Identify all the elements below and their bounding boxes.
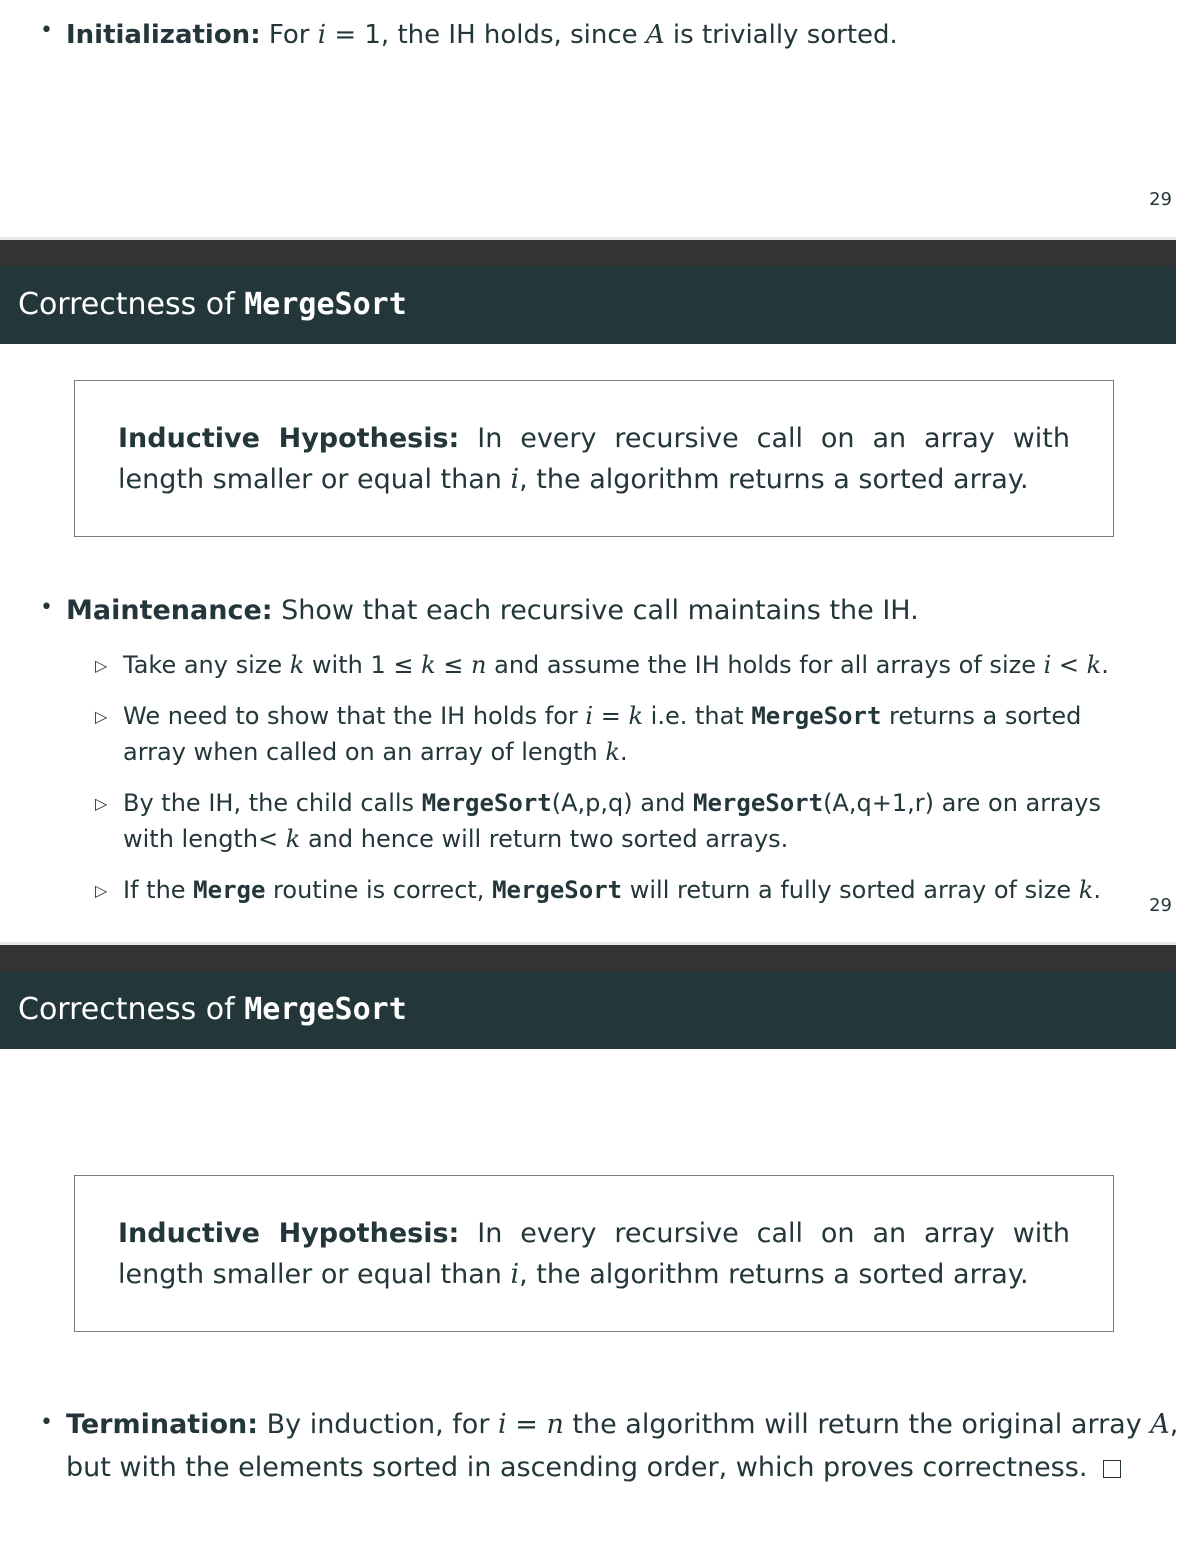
text-fragment: . bbox=[619, 738, 628, 766]
text-fragment: In every recursive call on an array with length smaller or equal than bbox=[118, 423, 1070, 495]
frame-title bbox=[18, 971, 407, 1049]
text-fragment: and hence will return two sorted arrays. bbox=[300, 825, 789, 853]
math-var: A bbox=[645, 20, 665, 50]
code-merge: Merge bbox=[193, 876, 266, 904]
triangle-bullet-icon: ▷ bbox=[95, 656, 108, 675]
math-var: i bbox=[510, 464, 520, 495]
sub-bullet-2 bbox=[123, 698, 1081, 734]
text-fragment: ≤ bbox=[435, 651, 472, 679]
math-var: k bbox=[289, 651, 305, 679]
text-fragment: By induction, for bbox=[258, 1409, 498, 1440]
code-mergesort: MergeSort bbox=[421, 789, 552, 817]
code-mergesort: MergeSort bbox=[751, 702, 882, 730]
math-var: i bbox=[1043, 651, 1052, 679]
math-var: i bbox=[317, 20, 327, 50]
bullet-marker: • bbox=[40, 18, 53, 43]
code-mergesort: MergeSort bbox=[693, 789, 824, 817]
text-fragment: < bbox=[1051, 651, 1087, 679]
title-code: MergeSort bbox=[244, 287, 407, 322]
text-fragment: For bbox=[260, 20, 318, 50]
initialization-label: Initialization: bbox=[66, 20, 261, 50]
text-fragment: with 1 ≤ bbox=[304, 651, 422, 679]
sub-bullet-4 bbox=[123, 872, 1101, 908]
text-fragment: By the IH, the child calls bbox=[123, 789, 422, 817]
ih-label: Inductive Hypothesis: bbox=[118, 1218, 460, 1249]
text-fragment: (A,q+1,r) are on arrays bbox=[823, 789, 1101, 817]
text-fragment: If the bbox=[123, 876, 194, 904]
text-fragment: , the algorithm returns a sorted array. bbox=[519, 1259, 1029, 1290]
title-code: MergeSort bbox=[244, 992, 407, 1027]
termination-bullet-cont: but with the elements sorted in ascending order, which proves correctness. bbox=[66, 1452, 1088, 1483]
text-fragment: . bbox=[1101, 651, 1109, 679]
sub-bullet-3-cont bbox=[123, 821, 788, 857]
text-fragment: We need to show that the IH holds for bbox=[123, 702, 586, 730]
text-fragment: (A,p,q) and bbox=[551, 789, 694, 817]
text-fragment: with length< bbox=[123, 825, 286, 853]
sub-bullet-1 bbox=[123, 647, 1109, 683]
page-number: 29 bbox=[1149, 189, 1172, 210]
math-var: n bbox=[471, 651, 487, 679]
text-fragment: = 1, the IH holds, since bbox=[326, 20, 646, 50]
math-var: k bbox=[628, 702, 644, 730]
frame-title-bar bbox=[0, 266, 1176, 344]
text-fragment: Take any size bbox=[123, 651, 290, 679]
bullet-marker: • bbox=[40, 1410, 53, 1435]
bullet-marker: • bbox=[40, 595, 53, 620]
text-fragment: and assume the IH holds for all arrays of size bbox=[486, 651, 1044, 679]
title-text: Correctness of bbox=[18, 992, 245, 1027]
text-fragment: In every recursive call on an array with length smaller or equal than bbox=[118, 1218, 1070, 1290]
text-fragment: routine is correct, bbox=[265, 876, 493, 904]
math-var: k bbox=[421, 651, 436, 679]
text-fragment: will return a fully sorted array of size bbox=[622, 876, 1079, 904]
text-fragment: = bbox=[593, 702, 629, 730]
math-var: k bbox=[285, 825, 301, 853]
text-fragment: the algorithm will return the original array bbox=[563, 1409, 1151, 1440]
triangle-bullet-icon: ▷ bbox=[95, 794, 108, 813]
frame-title-bar bbox=[0, 971, 1176, 1049]
triangle-bullet-icon: ▷ bbox=[95, 707, 108, 726]
math-var: A bbox=[1150, 1409, 1170, 1440]
text-fragment: returns a sorted bbox=[881, 702, 1082, 730]
math-var: i bbox=[585, 702, 594, 730]
maintenance-bullet bbox=[66, 593, 919, 629]
text-fragment: . bbox=[1093, 876, 1101, 904]
inductive-hypothesis-text bbox=[118, 418, 1070, 500]
text-fragment: = bbox=[506, 1409, 547, 1440]
text-fragment: , the algorithm returns a sorted array. bbox=[519, 464, 1029, 495]
sub-bullet-2-cont bbox=[123, 734, 628, 770]
termination-label: Termination: bbox=[66, 1409, 259, 1440]
math-var: k bbox=[1078, 876, 1094, 904]
text-fragment: i.e. that bbox=[643, 702, 752, 730]
slide-separator bbox=[0, 945, 1176, 971]
text-fragment: Show that each recursive call maintains the IH. bbox=[272, 595, 919, 626]
text-fragment: , bbox=[1169, 1409, 1178, 1440]
ih-label: Inductive Hypothesis: bbox=[118, 423, 460, 454]
slide-separator bbox=[0, 240, 1176, 266]
math-var: k bbox=[1086, 651, 1102, 679]
math-var: i bbox=[498, 1409, 507, 1440]
termination-bullet bbox=[66, 1407, 1178, 1443]
title-text: Correctness of bbox=[18, 287, 245, 322]
math-var: n bbox=[546, 1409, 564, 1440]
text-fragment: is trivially sorted. bbox=[664, 20, 898, 50]
frame-title bbox=[18, 266, 407, 344]
text-fragment: array when called on an array of length bbox=[123, 738, 606, 766]
qed-square-icon bbox=[1103, 1460, 1121, 1478]
code-mergesort: MergeSort bbox=[492, 876, 623, 904]
maintenance-label: Maintenance: bbox=[66, 595, 273, 626]
page-number: 29 bbox=[1149, 895, 1172, 916]
triangle-bullet-icon: ▷ bbox=[95, 881, 108, 900]
math-var: k bbox=[605, 738, 620, 766]
math-var: i bbox=[510, 1259, 520, 1290]
initialization-bullet bbox=[66, 17, 898, 53]
sub-bullet-3 bbox=[123, 785, 1101, 821]
inductive-hypothesis-text bbox=[118, 1213, 1070, 1295]
